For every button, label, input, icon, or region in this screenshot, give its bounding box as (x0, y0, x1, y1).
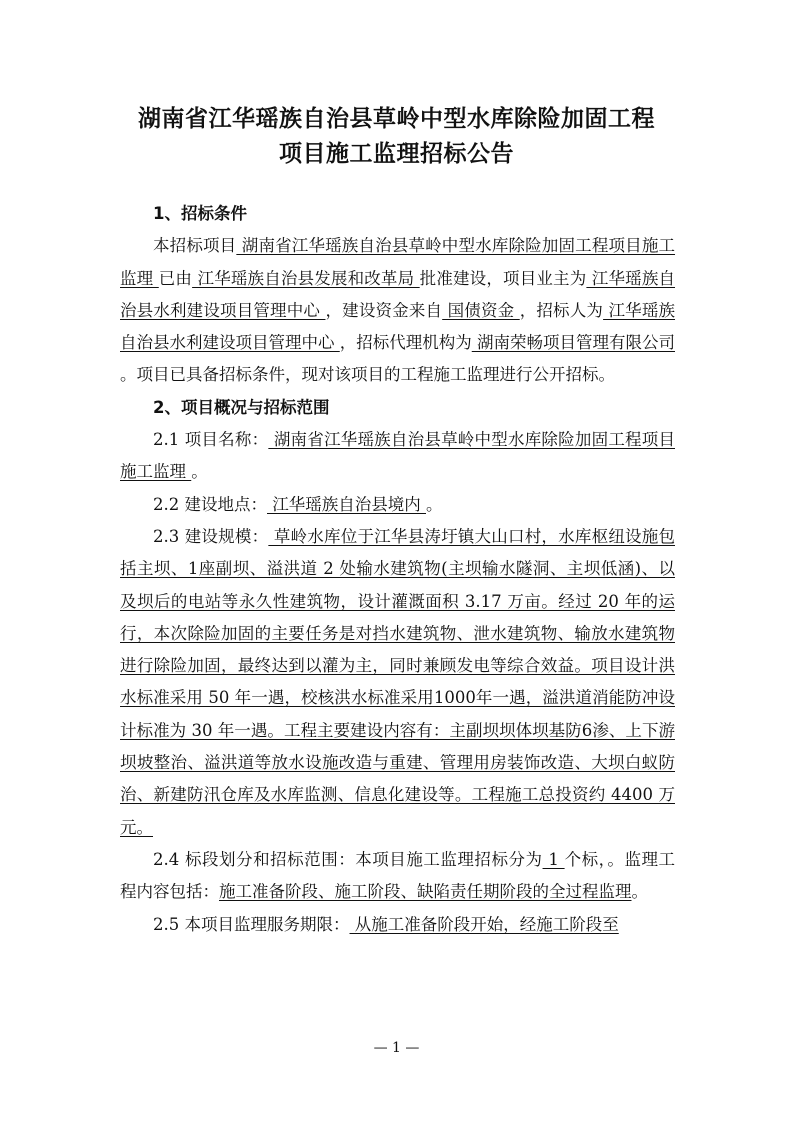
lot-count: 1 (542, 849, 565, 869)
service-period: 从施工准备阶段开始，经施工阶段至 (349, 914, 619, 934)
section2-heading: 2、项目概况与招标范围 (153, 397, 330, 417)
project-name-value: 湖南省江华瑶族自治县草岭中型水库除险加固工程项目施工监理 (120, 430, 675, 482)
item-2-5 (120, 909, 675, 941)
text: 。项目已具备招标条件，现对该项目的工程施工监理进行公开招标。 (120, 365, 615, 385)
text: 已由 (158, 268, 193, 288)
text: 2.4 标段划分和招标范围：本项目施工监理招标分为 (153, 849, 543, 869)
text: 2.5 本项目监理服务期限： (153, 914, 350, 934)
funding-source: 国债资金 (442, 300, 520, 320)
text: 2.2 建设地点： (153, 494, 267, 514)
text: 。 (191, 462, 208, 482)
tenderer: 江华瑶族自治县水利建设项目管理中心 (120, 300, 676, 353)
text: ，招标代理机构为 (339, 333, 472, 353)
page-title-line2: 项目施工监理招标公告 (279, 141, 514, 167)
item-2-1 (120, 424, 675, 489)
location-value: 江华瑶族自治县境内 (267, 494, 426, 514)
text: 批准建设，项目业主为 (419, 268, 587, 288)
item-2-2 (120, 489, 675, 521)
project-owner: 江华瑶族自治县水利建设项目管理中心 (120, 268, 675, 320)
approval-authority: 江华瑶族自治县发展和改革局 (192, 268, 420, 288)
section1-heading: 1、招标条件 (153, 204, 247, 223)
text: 。 (631, 882, 648, 902)
project-name: 湖南省江华瑶族自治县草岭中型水库除险加固工程项目施工监理 (120, 236, 676, 288)
tender-agency: 湖南荣畅项目管理有限公司 (471, 333, 675, 353)
text: ，招标人为 (519, 300, 604, 320)
text: 2.3 建设规模： (153, 526, 269, 546)
page-number: — 1 — (373, 1040, 420, 1056)
text: 个标，。监理工程内容包括： (120, 849, 675, 902)
section1-paragraph (120, 230, 675, 391)
scale-value: 草岭水库位于江华县涛圩镇大山口村，水库枢纽设施包括主坝、1座副坝、溢洪道 2 处输水建筑物(主坝输水隧洞、主坝低涵)、以及坝后的电站等永久性建筑物，设计灌溉面积 3.17 万亩。经过 20 年的运行，本次除险加固的主要任务是对挡水建筑物、泄水建筑物、输放水建筑物进行除险加固，最终达到以灌为主，同时兼顾发电等综合效益。项目设计洪水标准采用 50 年一遇，校核洪水标准采用1000年一遇，溢洪道消能防冲设计标准为 30 年一遇。工程主要建设内容有：主副坝坝体坝基防6渗、上下游坝坡整治、溢洪道等放水设施改造与重建、管理用房装饰改造、大坝白蚁防治、新建防汛仓库及水库监测、信息化建设等。工程施工总投资约 4400 万元。 (120, 526, 675, 837)
text: 本招标项目 (153, 236, 237, 256)
text: 2.1 项目名称： (153, 430, 269, 450)
text: ，建设资金来自 (325, 300, 443, 320)
supervision-scope: 施工准备阶段、施工阶段、缺陷责任期阶段的全过程监理 (219, 882, 632, 902)
page-title-line1: 湖南省江华瑶族自治县草岭中型水库除险加固工程 (138, 106, 655, 132)
item-2-4 (120, 844, 675, 909)
document-body (120, 198, 675, 941)
item-2-3 (120, 521, 675, 844)
text: 。 (426, 494, 443, 514)
